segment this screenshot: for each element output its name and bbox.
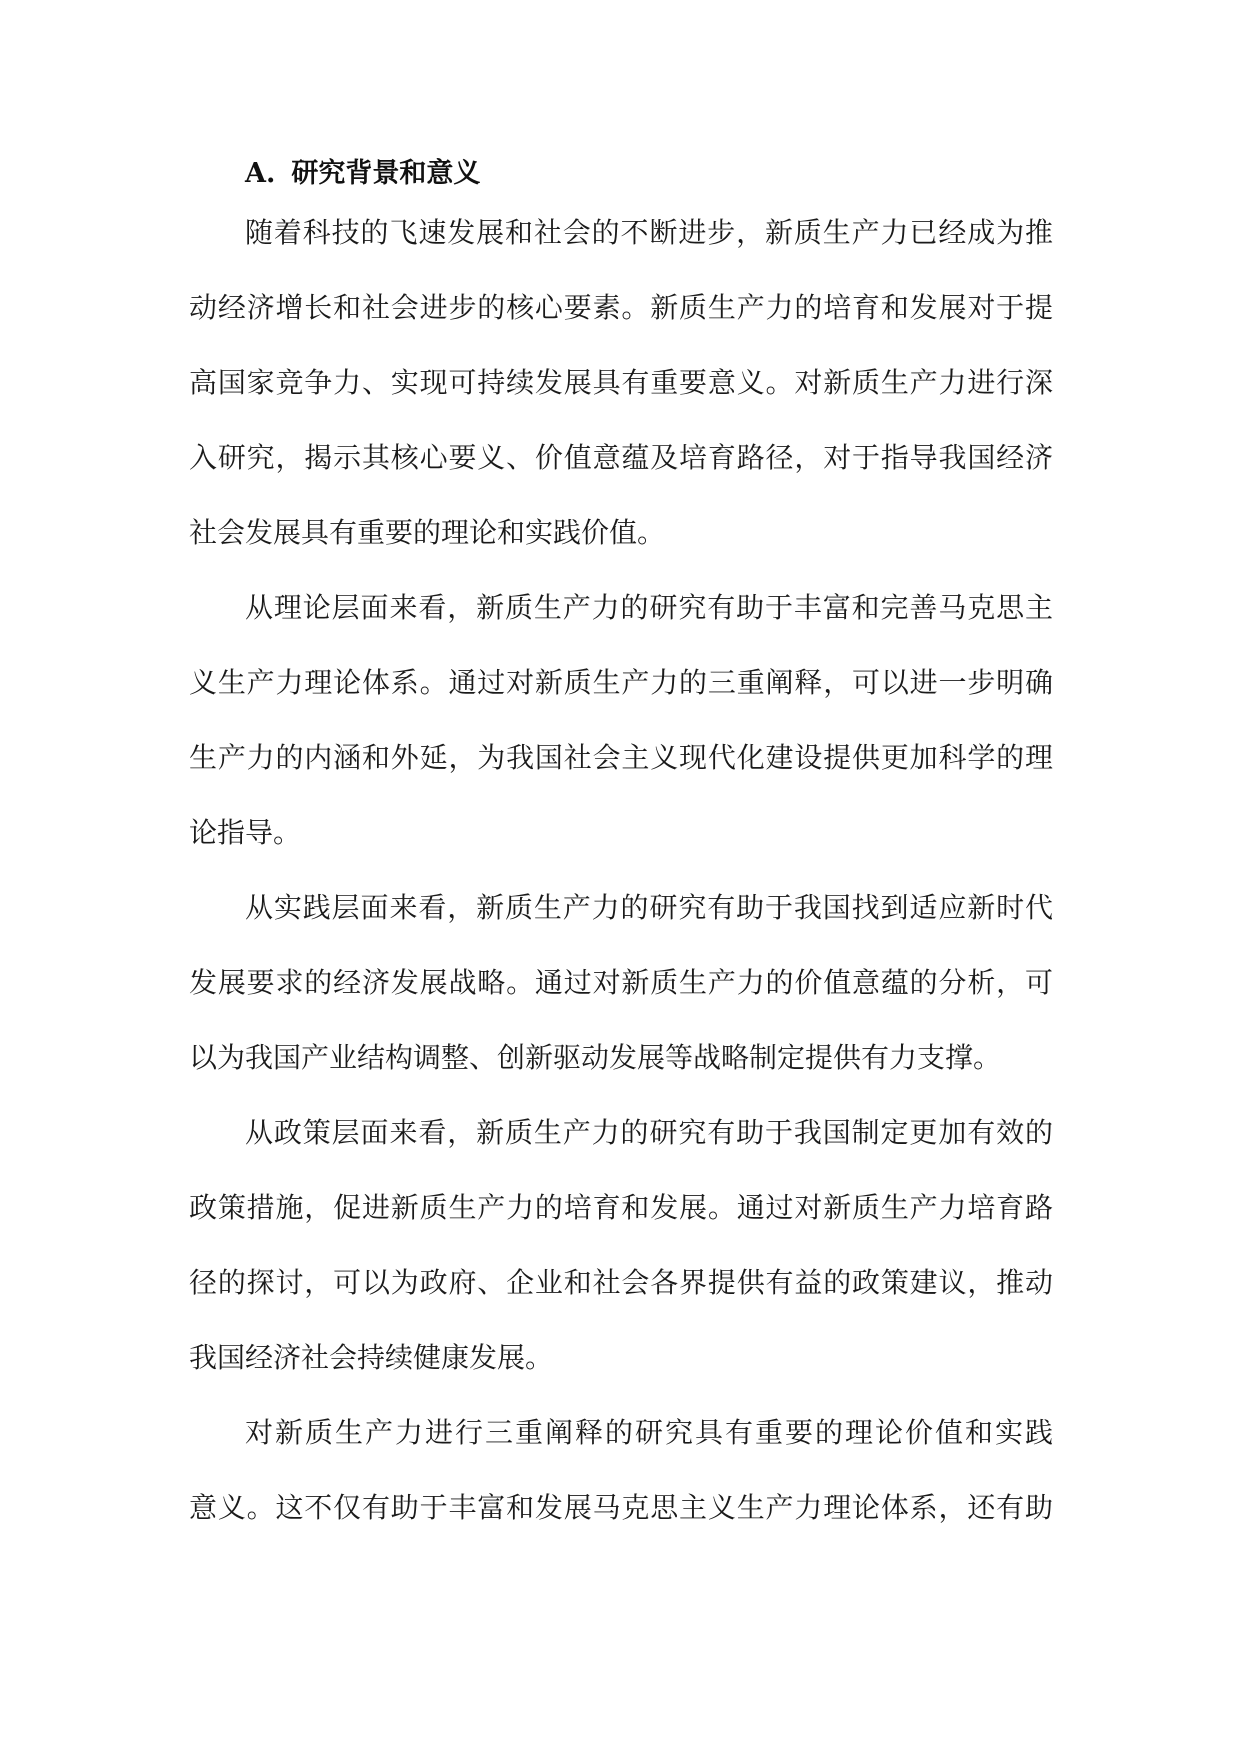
text-line: 义生产力理论体系。通过对新质生产力的三重阐释，可以进一步明确 — [189, 666, 1053, 699]
section-title: 研究背景和意义 — [291, 158, 481, 189]
text-line: 社会发展具有重要的理论和实践价值。 — [189, 516, 666, 549]
text-line: 我国经济社会持续健康发展。 — [189, 1341, 554, 1374]
text-line: 政策措施，促进新质生产力的培育和发展。通过对新质生产力培育路 — [189, 1191, 1053, 1224]
text-line: 入研究，揭示其核心要义、价值意蕴及培育路径，对于指导我国经济 — [189, 441, 1053, 474]
text-line: 从实践层面来看，新质生产力的研究有助于我国找到适应新时代 — [245, 891, 1053, 924]
section-heading — [245, 146, 480, 202]
text-line: 意义。这不仅有助于丰富和发展马克思主义生产力理论体系，还有助 — [189, 1491, 1053, 1524]
text-line: 随着科技的飞速发展和社会的不断进步，新质生产力已经成为推 — [245, 216, 1053, 249]
body-text — [189, 195, 1053, 1545]
section-number: A. — [245, 158, 276, 189]
paragraph-5 — [189, 1395, 1053, 1545]
text-line: 以为我国产业结构调整、创新驱动发展等战略制定提供有力支撑。 — [189, 1041, 1002, 1074]
text-line: 从理论层面来看，新质生产力的研究有助于丰富和完善马克思主 — [245, 591, 1053, 624]
text-line: 动经济增长和社会进步的核心要素。新质生产力的培育和发展对于提 — [189, 291, 1053, 324]
paragraph-1 — [189, 195, 1053, 570]
text-line: 高国家竞争力、实现可持续发展具有重要意义。对新质生产力进行深 — [189, 366, 1053, 399]
text-line: 生产力的内涵和外延，为我国社会主义现代化建设提供更加科学的理 — [189, 741, 1053, 774]
text-line: 径的探讨，可以为政府、企业和社会各界提供有益的政策建议，推动 — [189, 1266, 1053, 1299]
paragraph-4 — [189, 1095, 1053, 1395]
text-line: 发展要求的经济发展战略。通过对新质生产力的价值意蕴的分析，可 — [189, 966, 1053, 999]
text-line: 对新质生产力进行三重阐释的研究具有重要的理论价值和实践 — [245, 1416, 1053, 1449]
text-line: 论指导。 — [189, 816, 302, 849]
paragraph-3 — [189, 870, 1053, 1095]
paragraph-2 — [189, 570, 1053, 870]
text-line: 从政策层面来看，新质生产力的研究有助于我国制定更加有效的 — [245, 1116, 1053, 1149]
